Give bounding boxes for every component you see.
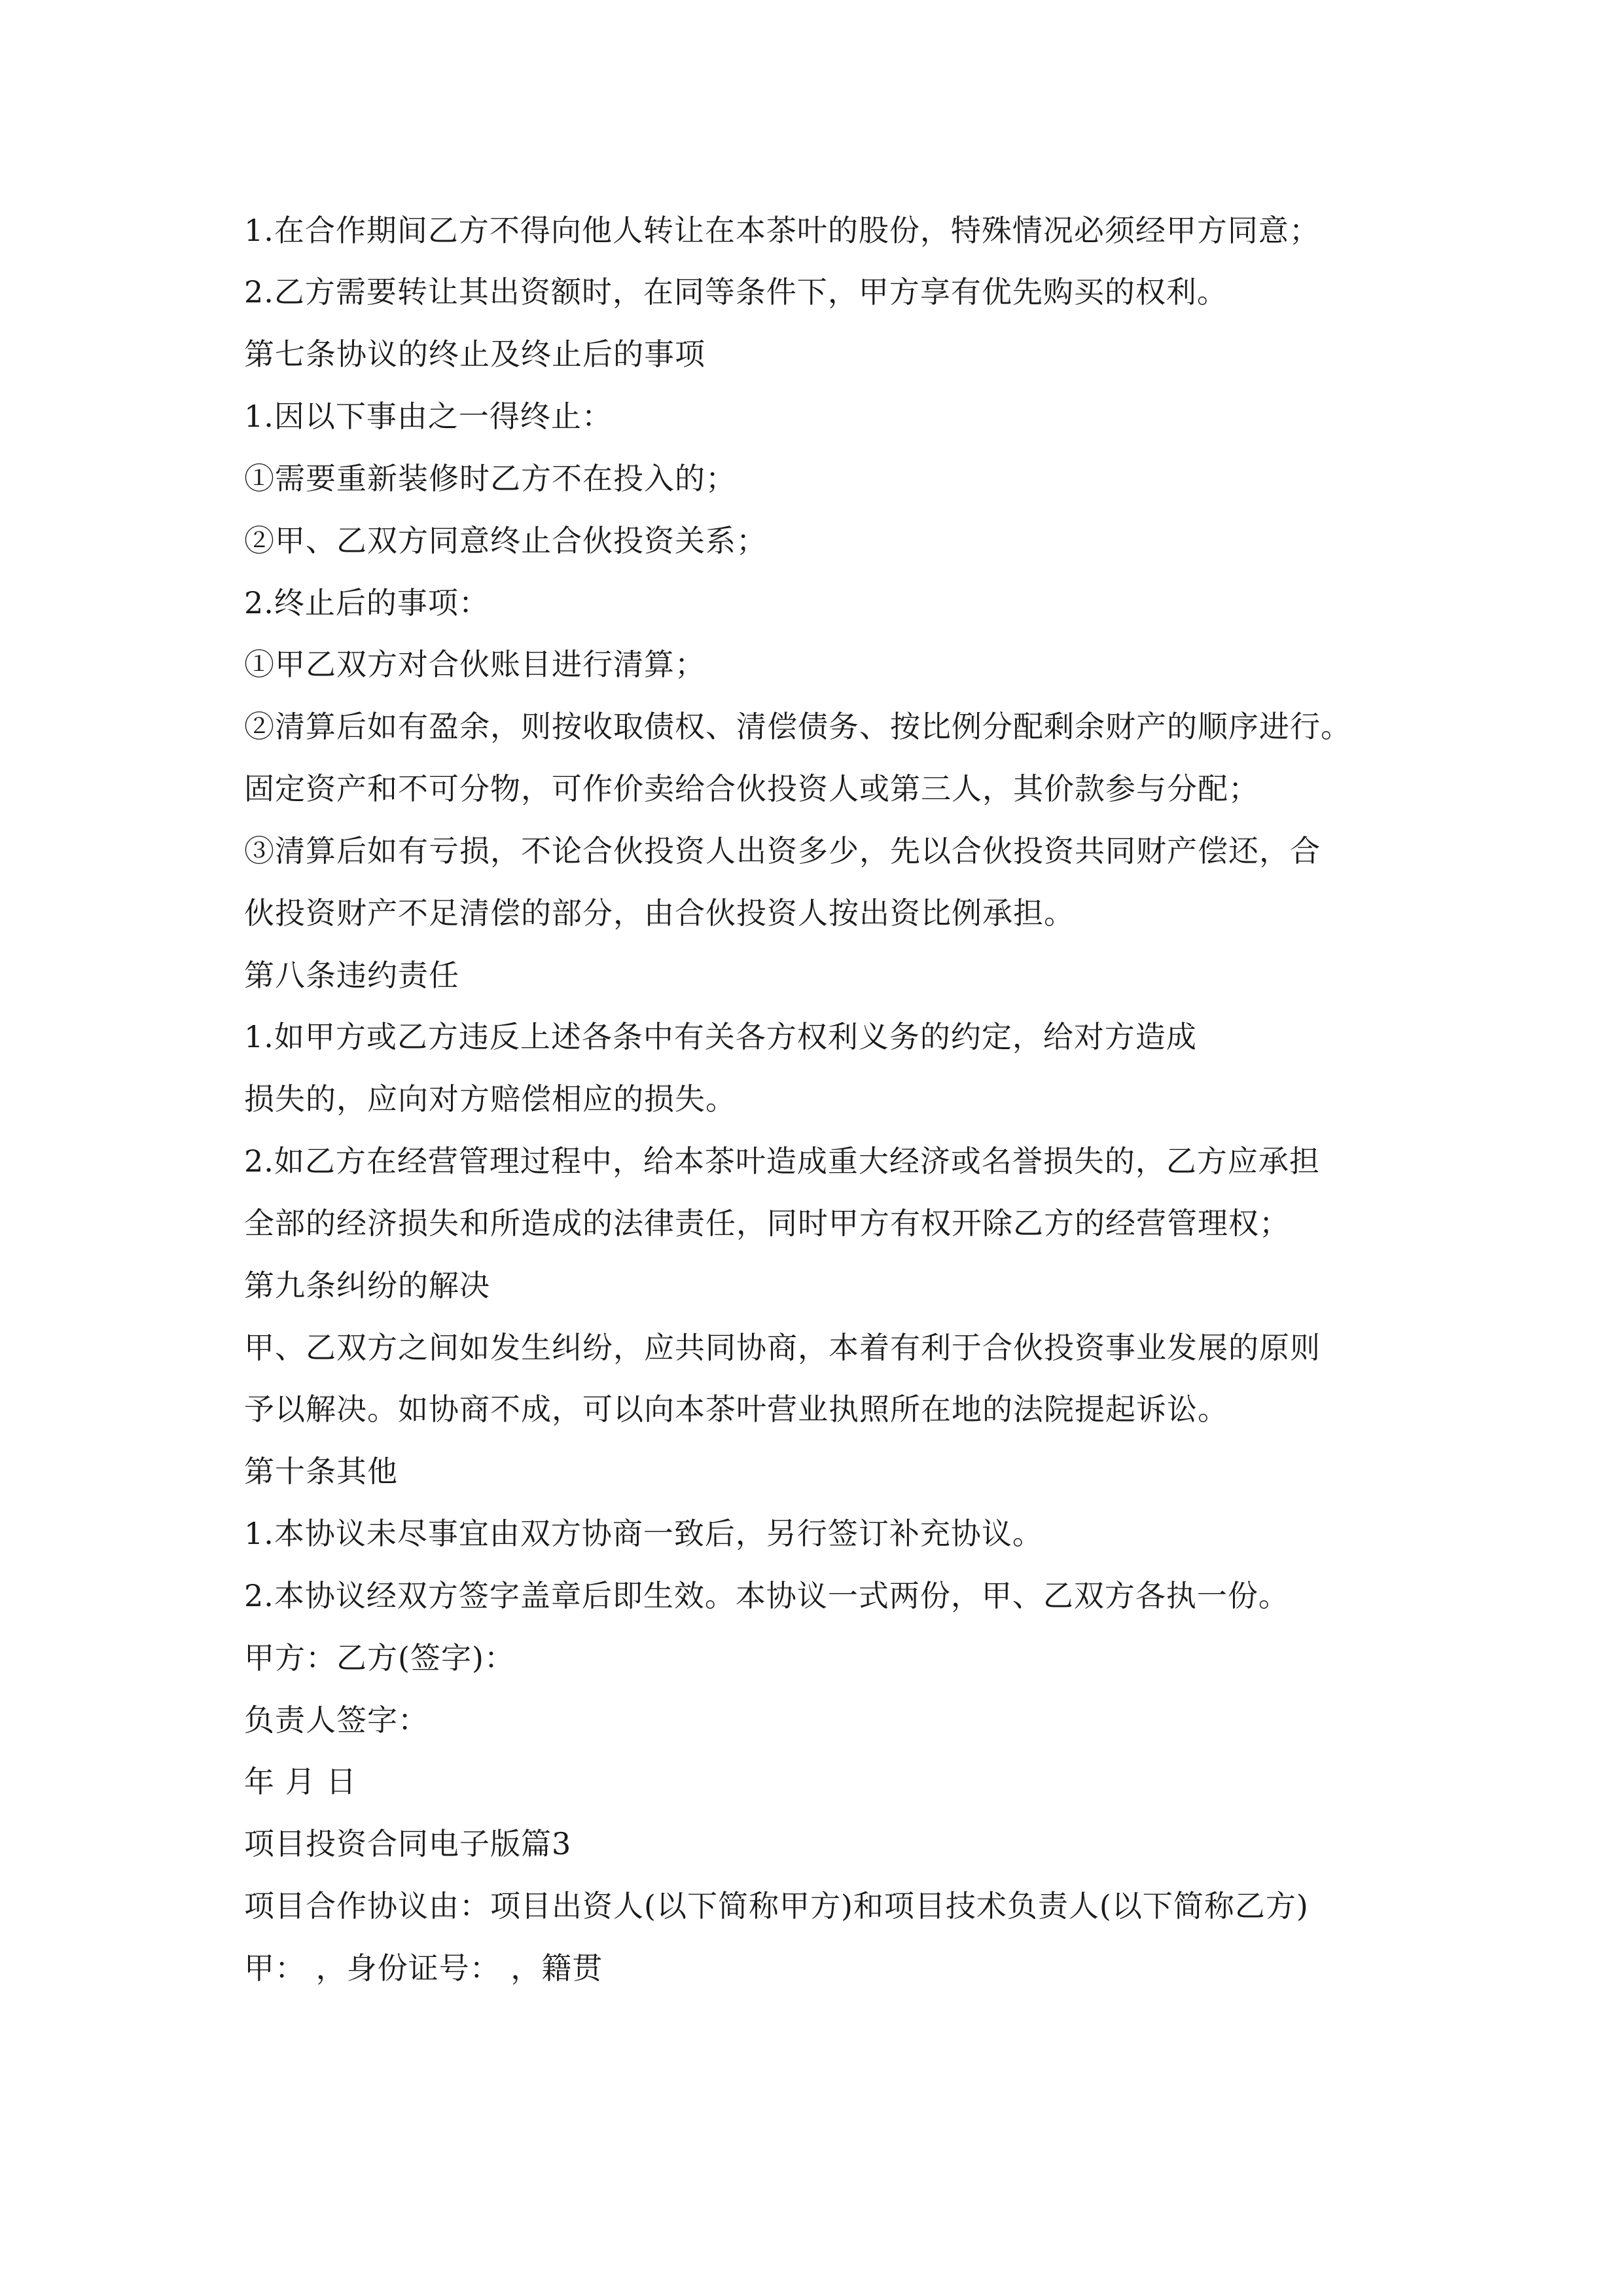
text-line-12: 伙投资财产不足清偿的部分，由合伙投资人按出资比例承担。 [244, 895, 1075, 931]
text-line-6: ②甲、乙双方同意终止合伙投资关系； [244, 523, 767, 558]
section-heading-9: 第九条纠纷的解决 [244, 1268, 490, 1303]
text-line-23: 2.本协议经双方签字盖章后即生效。本协议一式两份，甲、乙双方各执一份。 [244, 1578, 1289, 1613]
text-line-4: 1.因以下事由之一得终止： [244, 399, 613, 434]
text-line-28: 项目合作协议由：项目出资人(以下简称甲方)和项目技术负责人(以下简称乙方) [244, 1888, 1309, 1924]
text-line-15: 损失的，应向对方赔偿相应的损失。 [244, 1081, 736, 1117]
text-line-16: 2.如乙方在经营管理过程中，给本茶叶造成重大经济或名誉损失的，乙方应承担 [244, 1143, 1320, 1179]
text-line-1: 1.在合作期间乙方不得向他人转让在本茶叶的股份，特殊情况必须经甲方同意； [244, 213, 1320, 248]
text-line-14: 1.如甲方或乙方违反上述各条中有关各方权利义务的约定，给对方造成 [244, 1019, 1197, 1054]
signature-party-line: 甲方：乙方(签字)： [244, 1640, 515, 1676]
text-line-8: ①甲乙双方对合伙账目进行清算； [244, 647, 705, 682]
text-line-2: 2.乙方需要转让其出资额时，在同等条件下，甲方享有优先购买的权利。 [244, 274, 1228, 310]
text-line-22: 1.本协议未尽事宜由双方协商一致后，另行签订补充协议。 [244, 1516, 1043, 1551]
section-heading-8: 第八条违约责任 [244, 958, 459, 993]
text-line-11: ③清算后如有亏损，不论合伙投资人出资多少，先以合伙投资共同财产偿还，合 [244, 833, 1321, 869]
signature-responsible-line: 负责人签字： [244, 1702, 429, 1738]
date-line: 年 月 日 [244, 1764, 357, 1799]
text-line-7: 2.终止后的事项： [244, 585, 490, 620]
text-line-19: 甲、乙双方之间如发生纠纷，应共同协商，本着有利于合伙投资事业发展的原则 [244, 1330, 1321, 1365]
text-line-5: ①需要重新装修时乙方不在投入的； [244, 461, 736, 496]
text-line-17: 全部的经济损失和所造成的法律责任，同时甲方有权开除乙方的经营管理权； [244, 1206, 1290, 1241]
section-heading-7: 第七条协议的终止及终止后的事项 [244, 336, 705, 372]
text-line-10: 固定资产和不可分物，可作价卖给合伙投资人或第三人，其价款参与分配； [244, 771, 1259, 806]
text-line-29: 甲： ，身份证号： ，籍贯 [244, 1950, 603, 1986]
text-line-9: ②清算后如有盈余，则按收取债权、清偿债务、按比例分配剩余财产的顺序进行。 [244, 709, 1351, 744]
text-line-20: 予以解决。如协商不成，可以向本茶叶营业执照所在地的法院提起诉讼。 [244, 1391, 1228, 1427]
document-title-3: 项目投资合同电子版篇3 [244, 1826, 572, 1861]
section-heading-10: 第十条其他 [244, 1454, 398, 1489]
